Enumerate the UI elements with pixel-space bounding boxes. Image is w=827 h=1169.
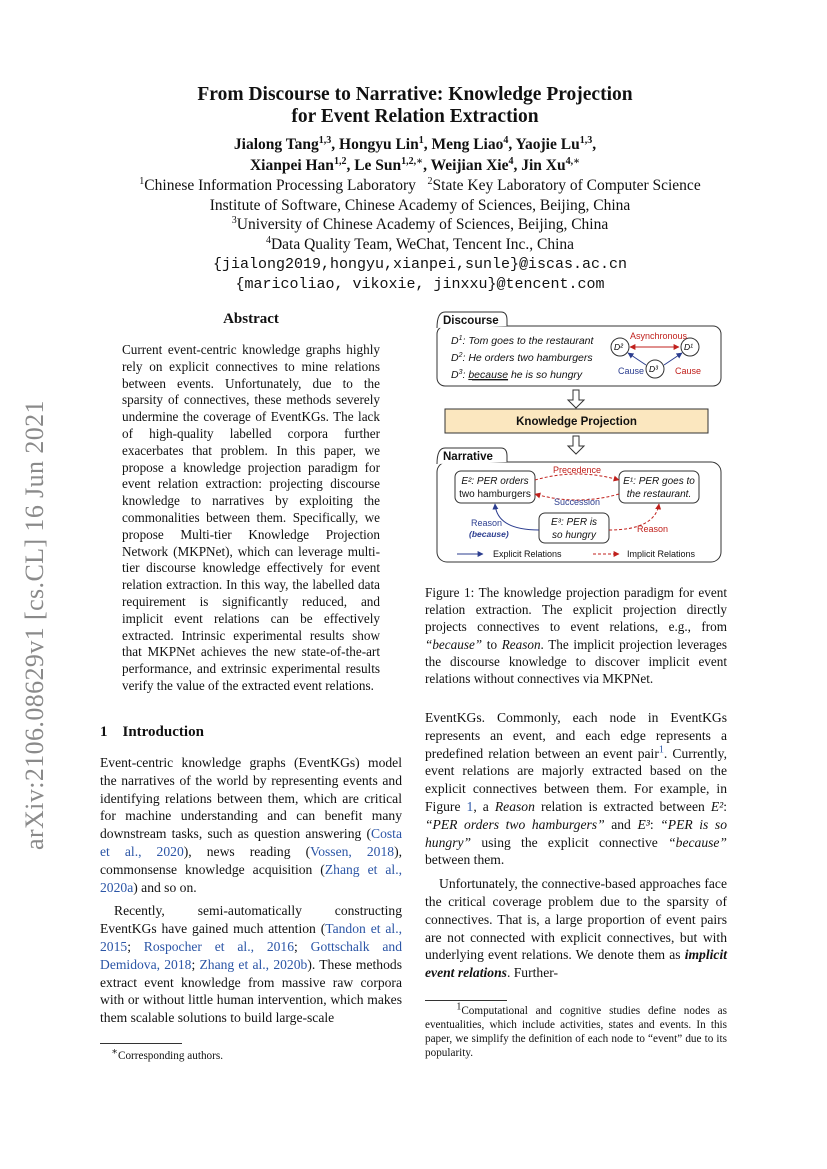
citation-link[interactable]: Zhang et al., 2020a [100,861,402,895]
footnote-mark: 1 [456,1001,462,1013]
text-run: “PER is so hungry” [425,816,727,850]
author-sup: 4,∗ [565,155,581,167]
affiliation-3: University of Chinese Academy of Sciences, Beijing, China [236,216,609,233]
author-sup: 1,2,∗ [401,155,424,167]
footnote-text: Corresponding authors. [117,1050,224,1062]
event-e2-line2: two hamburgers [459,489,531,500]
text-run: Reason [494,798,535,814]
cause-label-right: Cause [675,366,702,376]
section-number: 1 [100,724,108,740]
cause-edge-right [664,353,682,365]
author-name: Meng Liao [431,136,504,153]
event-e2-line1: E²: PER orders [461,476,529,487]
arxiv-stamp: arXiv:2106.08629v1 [cs.CL] 16 Jun 2021 [20,400,49,850]
author-name: Weijian Xie [430,157,509,174]
abstract-body: Current event-centric knowledge graphs highly rely on explicit connectives to mine relations between events. Unfortunately, due to the sparsity of connectives, these methods severely undermine the coverage of EventKGs. The lack of high-quality labelled corpora further exacerbates that problem. In this paper, we propose a knowledge projection paradigm for event relation extraction: projecting discourse knowledge to narratives by exploiting the commonalities between them. Specifically, we propose Multi-tier Knowledge Projection Network (MKPNet), which can leverage multi-tier discourse knowledge effectively for event relation extraction. In this way, the labelled data requirement is significantly reduced, and implicit event relations can be effectively extracted. Intrinsic experimental results show that MKPNet achieves the new state-of-the-art performance, and extrinsic experimental results verify the value of the extracted event relations. [122,342,380,693]
caption-label: Figure 1: [425,585,475,600]
right-column-body [425,709,727,988]
author-name: Xianpei Han [249,157,334,174]
right-paragraph-2 [425,875,727,982]
citation-link[interactable]: Gottschalk and Demidova, 2018 [100,938,402,972]
text-run: to [482,636,502,652]
author-name: Jin Xu [521,157,566,174]
reason-right-label: Reason [637,524,669,534]
email-line-2: {maricoliao, vikoxie, jinxxu}@tencent.com [235,276,605,293]
author-name: Le Sun [354,157,402,174]
text-run: and [604,816,638,832]
footnote-corresponding [100,1046,402,1063]
author-sup: 1,3 [579,134,593,146]
figure-ref-link[interactable]: 1 [466,798,474,814]
down-arrow-1 [568,390,584,408]
text-run: “PER orders two hamburgers” [425,816,605,832]
citation-link[interactable]: Rospocher et al., 2016 [143,938,295,954]
node-d2-label: D² [614,342,623,352]
text-run: ; [127,938,144,954]
author-sup: 4 [508,155,514,167]
affiliation-1: Chinese Information Processing Laboratory [144,177,416,194]
event-e1-line2: the restaurant. [626,489,692,500]
right-paragraph-1 [425,709,727,869]
legend-explicit-label: Explicit Relations [493,549,562,559]
narrative-label: Narrative [443,451,493,463]
text-run: ) and so on. [133,879,197,895]
affiliation-2: State Key Laboratory of Computer Science [432,177,701,194]
author-name: Yaojie Lu [515,136,580,153]
cause-label-left: Cause [618,366,645,376]
text-run: . Further- [506,965,559,981]
event-e1-line1: E¹: PER goes to [623,476,695,487]
title-line-2: for Event Relation Extraction [291,106,539,127]
citation-link[interactable]: Vossen, 2018 [310,843,395,859]
author-sup: 1,2 [333,155,347,167]
text-run: ; [294,938,311,954]
reason-left-sublabel: (because) [469,529,509,539]
text-run: ), news reading ( [183,843,311,859]
intro-paragraph-2 [100,902,402,1027]
text-run: . The implicit projection leverages the discourse knowledge to discover implicit event relations without connectives via MKPNet. [425,636,727,687]
figure-1-diagram [425,308,727,576]
email-line-1: {jialong2019,hongyu,xianpei,sunle}@iscas.ac.cn [212,256,628,273]
text-run: ; [191,956,200,972]
text-run: : [723,798,727,814]
text-run: Reason [501,636,541,652]
event-e3-line2: so hungry [552,530,596,541]
title-line-1: From Discourse to Narrative: Knowledge Projection [197,84,633,105]
author-sup: 1,3 [318,134,332,146]
text-run: implicit event relations [425,947,727,981]
text-run: “because” [425,636,483,652]
discourse-label: Discourse [443,315,499,327]
node-d1-label: D¹ [684,342,693,352]
text-run: using the explicit connective [471,834,669,850]
introduction-body [100,754,402,1033]
footnote-1 [425,1001,728,1060]
intro-paragraph-1 [100,754,402,896]
authors-line-1: Jialong Tang$^{1,3}$, Hongyu Lin$^1$, Meng Liao$^4$, Yaojie Lu$^{1,3}$, [233,134,597,153]
affil-sup: 3 [231,214,237,226]
text-run: E² [710,798,724,814]
affil-sup: 4 [265,234,271,246]
knowledge-projection-label: Knowledge Projection [516,416,637,428]
affil-sup: 1 [139,175,145,187]
authors-line-2: Xianpei Han$^{1,2}$, Le Sun$^{1,2,∗}$, Weijian Xie$^4$, Jin $Xu^{4,∗}$ [249,155,581,174]
text-run: ), commonsense knowledge acquisition ( [100,843,402,877]
section-title: Introduction [122,724,204,740]
author-sup: 4 [503,134,509,146]
down-arrow-2 [568,436,584,454]
async-label: Asynchronous [630,331,688,341]
footnote-mark: ∗ [111,1046,118,1058]
d2-sentence: $D^2$: He orders two hamburgers [451,352,593,364]
abstract-heading: Abstract [223,311,279,327]
text-run: EventKGs. Commonly, each node in EventKGs represents an event, and each edge represents a predefined relation between an event pair [425,710,727,761]
footnote-text: Computational and cognitive studies define nodes as eventualities, which include activities, states and events. In this paper, we simplify the definition of each node to “event” due to its popularity. [425,1005,728,1059]
citation-link[interactable]: Costa et al., 2020 [100,826,402,859]
text-run: E³ [637,816,650,832]
cause-edge-left [628,353,646,365]
text-run: The knowledge projection paradigm for event relation extraction. The explicit projection directly projects connectives to event relations, e.g., from [425,585,727,635]
emails [100,255,740,295]
author-name: Jialong Tang [233,136,319,153]
affiliations [100,176,740,254]
text-run: between them. [425,852,505,868]
node-d3-label: D³ [649,364,658,374]
text-run: Event-centric knowledge graphs (EventKGs) model the narratives of the world by representing events and identifying relations between them, which are critical for machine understanding and can benefit many downstream tasks, such as question answering ( [100,755,402,842]
author-name: Hongyu Lin [339,136,419,153]
author-list [120,134,710,176]
text-run: , a [473,798,495,814]
affiliation-line-2: Institute of Software, Chinese Academy of Sciences, Beijing, China [209,196,631,214]
text-run: Unfortunately, the connective-based approaches face the critical coverage problem due to the sparsity of connectives. That is, a large proportion of event pairs are not connected with explicit connectives, but with underlying event relations. We denote them as [425,876,727,963]
affiliation-4: Data Quality Team, WeChat, Tencent Inc., China [270,235,575,253]
affiliation-line-3 [100,215,740,235]
footnote-rule [100,1043,182,1044]
text-run: relation is extracted between [534,798,711,814]
affil-sup: 2 [427,175,433,187]
text-run: “because” [668,834,727,850]
text-run: . Currently, event relations are majorly extracted based on the explicit connectives between them. For example, in Figure [425,745,727,814]
text-run: Recently, semi-automatically constructing EventKGs have gained much attention ( [100,903,402,937]
event-e3-line1: E³: PER is [550,517,598,528]
footnote-rule [425,1000,507,1001]
author-sup: 1 [418,134,424,146]
citation-link[interactable]: Zhang et al., 2020b [199,956,308,972]
text-run: : [649,816,661,832]
legend-implicit-label: Implicit Relations [627,549,696,559]
text-run: ). These methods extract event knowledge from massive raw corpora with or without little human intervention, which makes them scalable solutions to build large-scale [100,956,402,1026]
figure-1-caption [425,584,727,687]
paper-title [120,84,710,128]
precedence-label: Precedence [552,465,602,475]
footnote-link[interactable]: 1 [658,744,664,756]
section-heading-introduction [100,724,400,741]
d1-sentence: $D^1$: Tom goes to the restaurant [451,335,594,347]
d3-sentence: $D^3$: because he is so hungry [451,369,583,381]
reason-left-label: Reason [471,518,503,528]
citation-link[interactable]: Tandon et al., 2015 [100,921,402,954]
succession-label: Succession [553,497,601,507]
affiliation-line-4 [100,235,740,255]
affiliation-line-1 [100,176,740,196]
